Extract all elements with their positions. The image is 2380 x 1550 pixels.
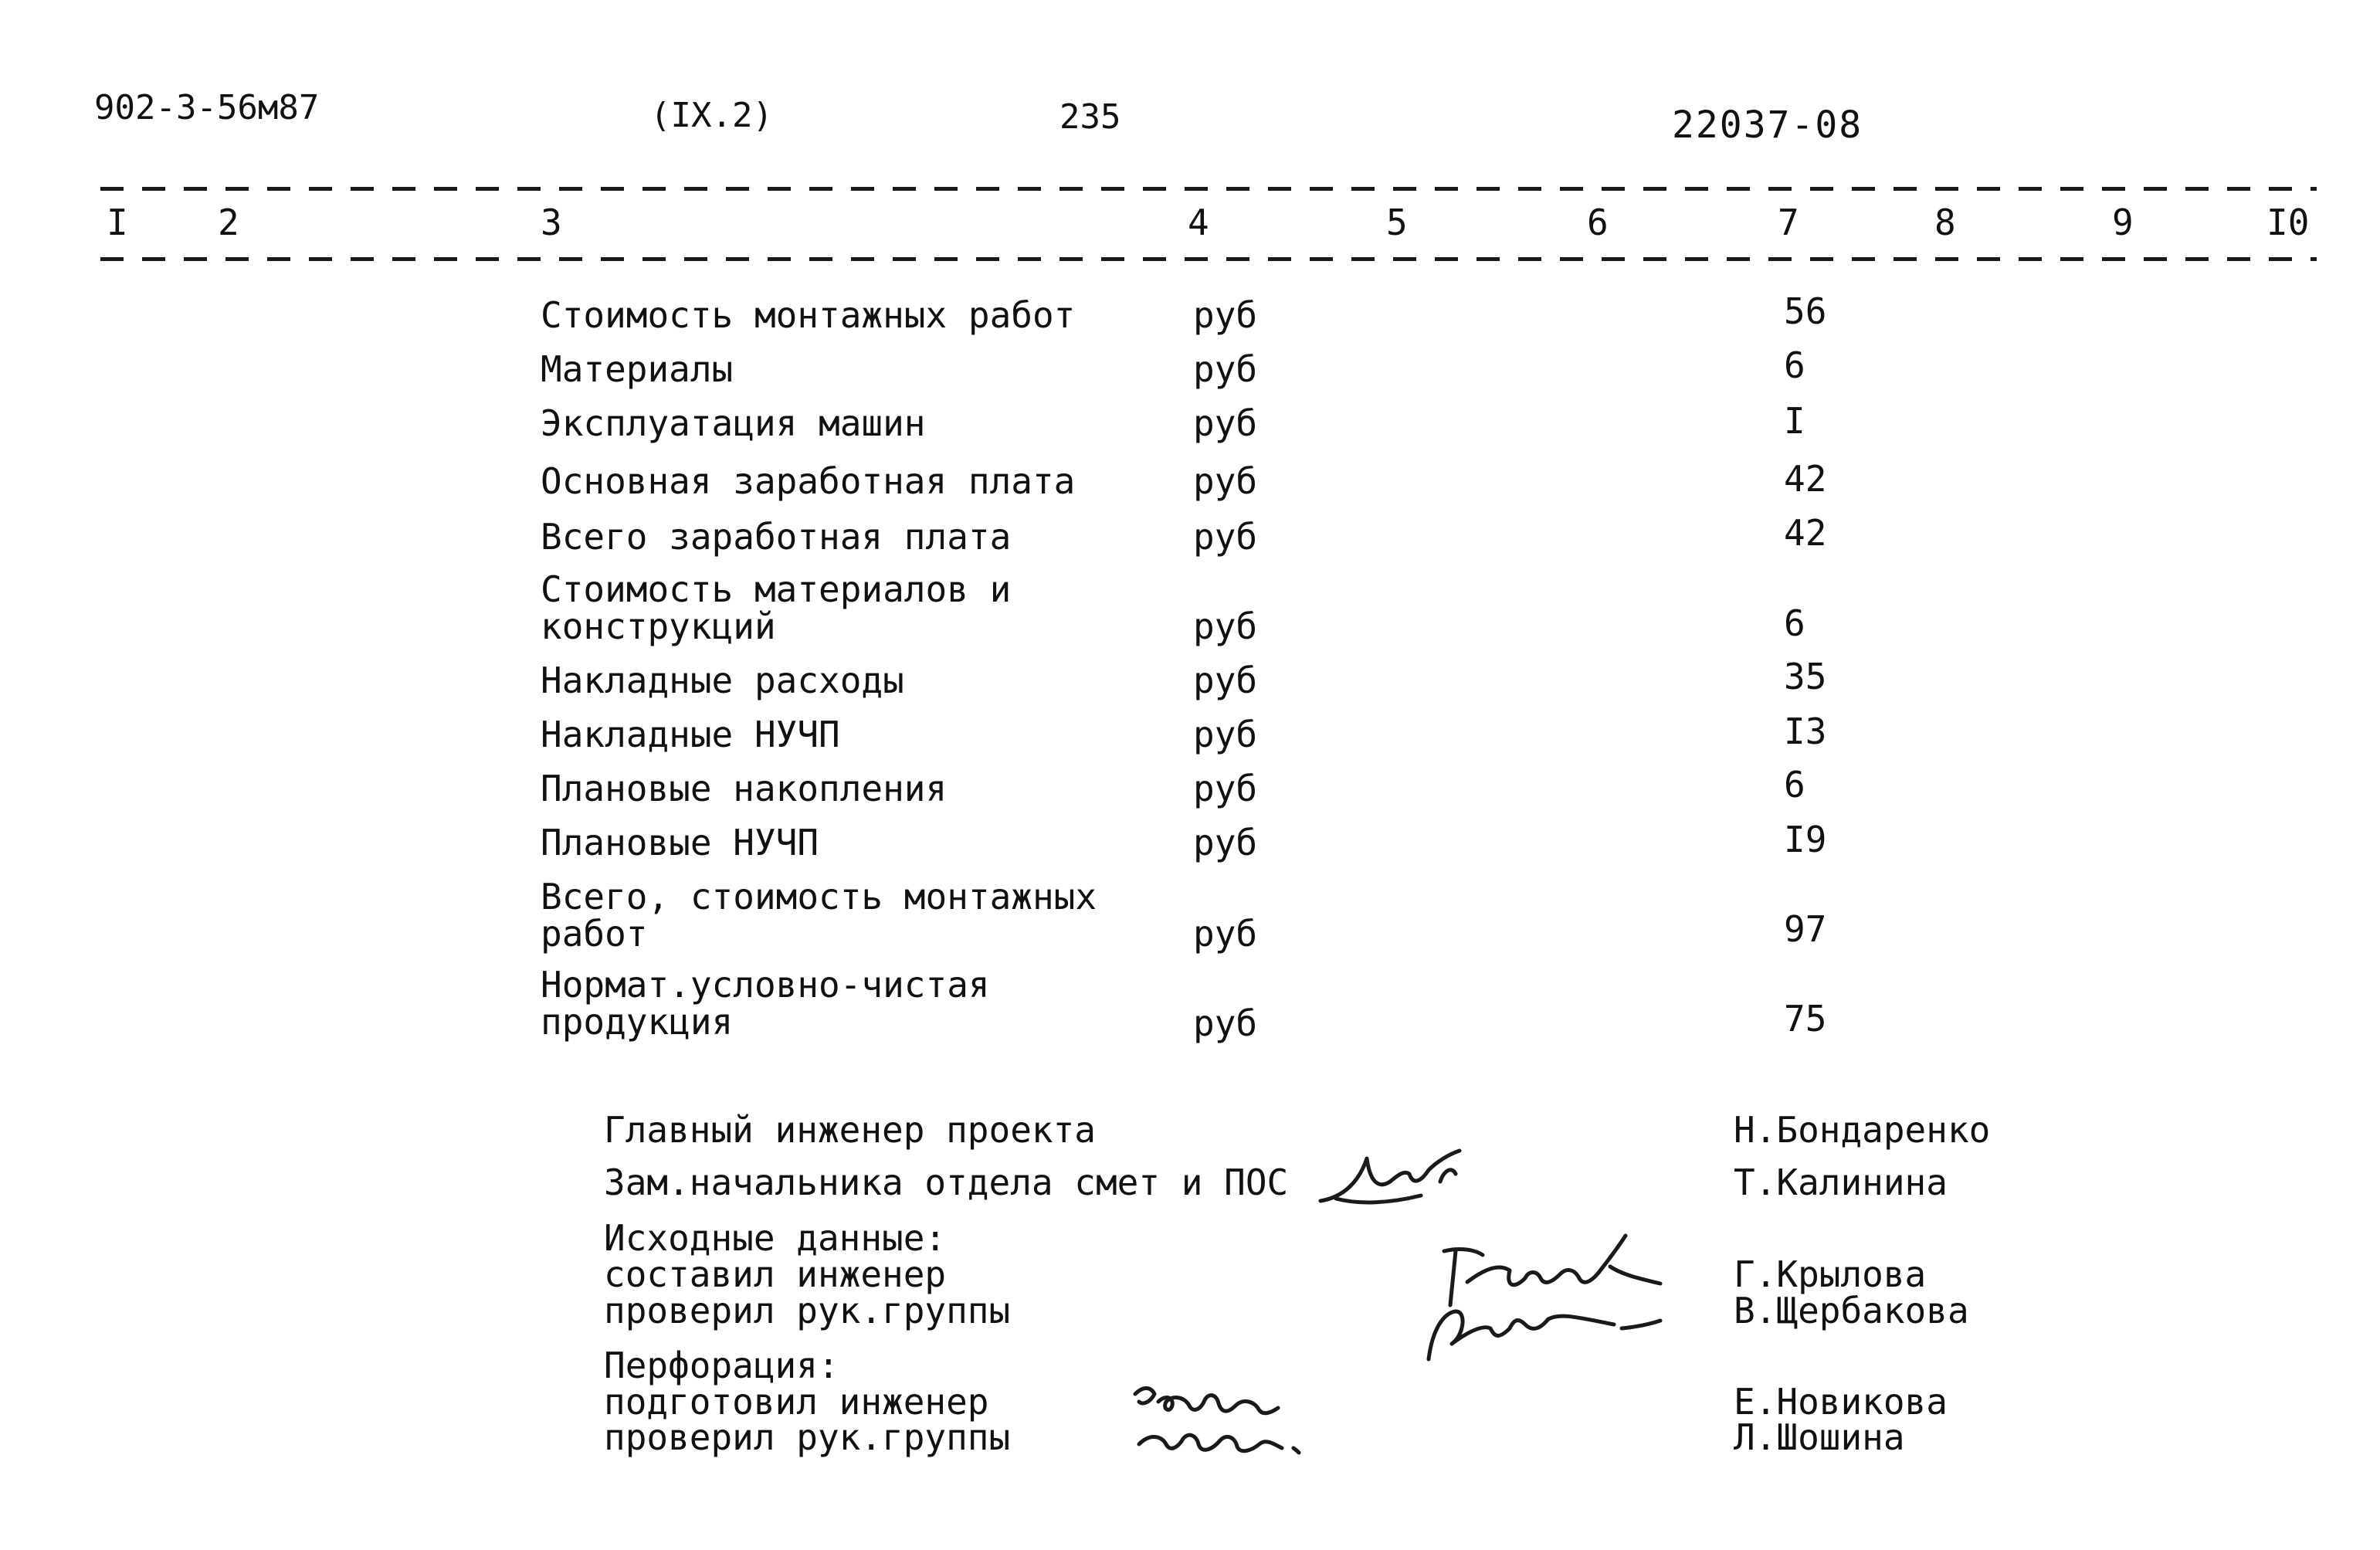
deputy-signature <box>1313 1128 1475 1220</box>
row-unit: руб <box>1193 460 1258 502</box>
perforation-label: Перфорация: <box>604 1345 839 1386</box>
row-unit: руб <box>1193 402 1258 444</box>
column-number-1: I <box>107 202 128 243</box>
document-code: 902-3-56м87 <box>94 88 320 127</box>
row-unit: руб <box>1193 516 1258 558</box>
row-name: Плановые НУЧП <box>541 822 819 863</box>
row-unit: руб <box>1193 822 1258 863</box>
row-value: I <box>1784 400 1805 442</box>
page-number: 235 <box>1059 97 1121 137</box>
column-number-2: 2 <box>218 202 239 243</box>
row-unit: руб <box>1193 294 1258 336</box>
deputy-name: Т.Калинина <box>1734 1162 1948 1203</box>
row-value: 56 <box>1784 290 1827 332</box>
column-number-6: 6 <box>1587 202 1609 243</box>
checked-name: В.Щербакова <box>1734 1290 1969 1331</box>
row-name: Стоимость материалов и <box>541 568 1012 610</box>
row-name: Стоимость монтажных работ <box>541 294 1076 336</box>
table-top-rule <box>100 187 2317 191</box>
row-name: Всего, стоимость монтажных <box>541 876 1097 917</box>
compiled-signature <box>1413 1228 1691 1367</box>
row-name: Материалы <box>541 348 734 390</box>
table-header-rule <box>100 257 2317 261</box>
row-unit: руб <box>1193 605 1258 647</box>
prepared-signature <box>1120 1371 1321 1471</box>
column-number-5: 5 <box>1386 202 1408 243</box>
column-number-9: 9 <box>2112 202 2134 243</box>
column-number-10: I0 <box>2266 202 2310 243</box>
source-data-label: Исходные данные: <box>604 1217 947 1259</box>
row-value: 42 <box>1784 512 1827 554</box>
row-unit: руб <box>1193 348 1258 390</box>
row-name: Эксплуатация машин <box>541 402 926 444</box>
registration-number: 22037-08 <box>1672 103 1863 147</box>
row-name: Основная заработная плата <box>541 460 1076 502</box>
prepared-name: Е.Новикова <box>1734 1381 1948 1423</box>
row-unit: руб <box>1193 660 1258 701</box>
row-value: I3 <box>1784 711 1827 752</box>
row-value: I9 <box>1784 819 1827 860</box>
row-value: 42 <box>1784 458 1827 500</box>
row-name: Всего заработная плата <box>541 516 1012 558</box>
row-unit: руб <box>1193 768 1258 809</box>
row-value: 97 <box>1784 908 1827 950</box>
column-number-7: 7 <box>1778 202 1799 243</box>
row-name: Накладные НУЧП <box>541 714 840 755</box>
column-number-3: 3 <box>541 202 562 243</box>
column-number-4: 4 <box>1188 202 1209 243</box>
row-unit: руб <box>1193 913 1258 955</box>
column-number-8: 8 <box>1934 202 1956 243</box>
checked2-label: проверил рук.группы <box>604 1416 1011 1458</box>
row-value: 6 <box>1784 764 1805 806</box>
row-name-continued: продукция <box>541 1001 734 1043</box>
row-value: 6 <box>1784 602 1805 644</box>
section-number: (IX.2) <box>650 96 773 135</box>
row-name: Плановые накопления <box>541 768 948 809</box>
row-name-continued: работ <box>541 913 648 955</box>
checked-label: проверил рук.группы <box>604 1290 1011 1331</box>
row-value: 35 <box>1784 656 1827 697</box>
row-unit: руб <box>1193 714 1258 755</box>
deputy-label: Зам.начальника отдела смет и ПОС <box>604 1162 1289 1203</box>
row-value: 75 <box>1784 998 1827 1040</box>
checked2-name: Л.Шошина <box>1734 1416 1905 1458</box>
row-name-continued: конструкций <box>541 605 776 647</box>
prepared-label: подготовил инженер <box>604 1381 989 1423</box>
row-unit: руб <box>1193 1002 1258 1044</box>
row-value: 6 <box>1784 344 1805 386</box>
chief-engineer-label: Главный инженер проекта <box>604 1109 1096 1151</box>
chief-engineer-name: Н.Бондаренко <box>1734 1109 1991 1151</box>
row-name: Нормат.условно-чистая <box>541 964 990 1006</box>
compiled-name: Г.Крылова <box>1734 1253 1927 1295</box>
compiled-label: составил инженер <box>604 1253 947 1295</box>
row-name: Накладные расходы <box>541 660 904 701</box>
